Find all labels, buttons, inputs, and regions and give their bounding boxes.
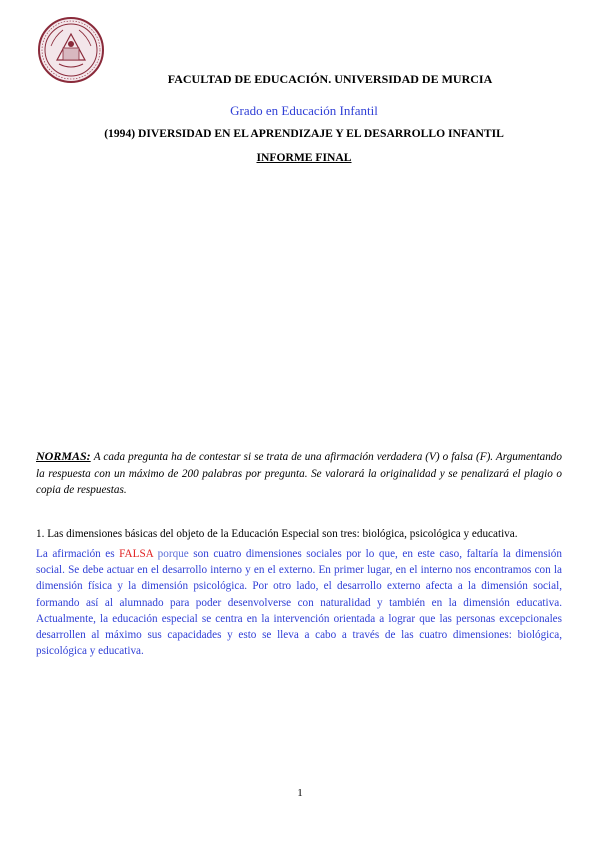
- rules-label: NORMAS:: [36, 449, 91, 463]
- page-number: 1: [297, 787, 303, 799]
- rules-text: A cada pregunta ha de contestar si se trata de una afirmación verdadera (V) o falsa (F). Argumentando la respuesta con un máximo de 200 palabras por pregunta. Se valorará la originalidad y se penalizará el plagio o copia de respuestas.: [36, 451, 562, 496]
- answer-lead: La afirmación es: [36, 548, 120, 560]
- answer-body: son cuatro dimensiones sociales por lo que, en este caso, faltaría la dimensión social. Se debe actuar en el desarrollo interno y en el externo. En primer lugar, en el interno nos encontramos con la dimensión física y la dimensión psicológica. Por otro lado, el desarrollo externo afecta a la dimensión social, formando así al alumnado para poder desenvolverse con naturalidad y también en la dimensión educativa. Actualmente, la educación especial se centra en la intervención orientada a lograr que las personas excepcionales desarrollen al máximo sus capacidades y esto se lleva a cabo a través de las cuatro dimensiones: biológica, psicológica y educativa.: [36, 548, 562, 658]
- subject-title: (1994) DIVERSIDAD EN EL APRENDIZAJE Y EL DESARROLLO INFANTIL: [104, 127, 504, 140]
- degree-title: Grado en Educación Infantil: [230, 103, 378, 118]
- rules-paragraph: [36, 448, 562, 499]
- faculty-heading: FACULTAD DE EDUCACIÓN. UNIVERSIDAD DE MURCIA: [167, 72, 493, 86]
- answer-verdict: FALSA: [119, 548, 154, 560]
- question-text: 1. Las dimensiones básicas del objeto de la Educación Especial son tres: biológica, psicológica y educativa.: [36, 528, 518, 540]
- answer-paragraph: [36, 546, 562, 659]
- answer-connector: porque: [153, 548, 189, 560]
- report-title: INFORME FINAL: [256, 151, 352, 164]
